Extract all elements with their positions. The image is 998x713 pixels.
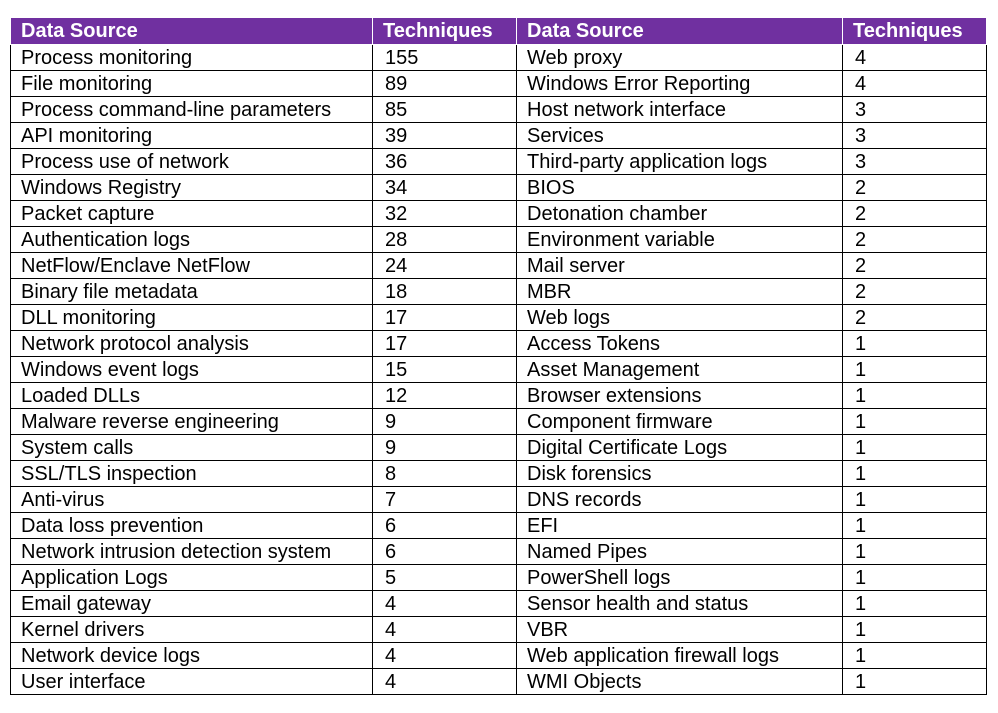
- data-source-cell: Anti-virus: [11, 487, 373, 513]
- table-row: [11, 45, 987, 71]
- table-row: [11, 357, 987, 383]
- techniques-count-cell: 1: [843, 617, 987, 643]
- techniques-count-cell: 85: [373, 97, 517, 123]
- table-row: [11, 539, 987, 565]
- data-source-cell: WMI Objects: [517, 669, 843, 695]
- table-row: [11, 201, 987, 227]
- table-row: [11, 435, 987, 461]
- data-source-cell: Access Tokens: [517, 331, 843, 357]
- header-techniques-left: Techniques: [373, 18, 517, 45]
- techniques-count-cell: 36: [373, 149, 517, 175]
- data-source-cell: Disk forensics: [517, 461, 843, 487]
- data-source-cell: Binary file metadata: [11, 279, 373, 305]
- table-row: [11, 305, 987, 331]
- techniques-count-cell: 2: [843, 227, 987, 253]
- techniques-count-cell: 6: [373, 539, 517, 565]
- table-header-row: [11, 18, 987, 45]
- data-source-cell: NetFlow/Enclave NetFlow: [11, 253, 373, 279]
- data-source-cell: Email gateway: [11, 591, 373, 617]
- techniques-count-cell: 4: [373, 617, 517, 643]
- techniques-count-cell: 17: [373, 305, 517, 331]
- table-row: [11, 331, 987, 357]
- techniques-count-cell: 32: [373, 201, 517, 227]
- techniques-count-cell: 12: [373, 383, 517, 409]
- techniques-count-cell: 2: [843, 253, 987, 279]
- techniques-count-cell: 1: [843, 383, 987, 409]
- data-source-cell: SSL/TLS inspection: [11, 461, 373, 487]
- table-row: [11, 565, 987, 591]
- techniques-count-cell: 4: [373, 669, 517, 695]
- table-row: [11, 513, 987, 539]
- techniques-count-cell: 3: [843, 123, 987, 149]
- data-source-cell: Web application firewall logs: [517, 643, 843, 669]
- data-source-cell: MBR: [517, 279, 843, 305]
- data-source-cell: Component firmware: [517, 409, 843, 435]
- data-source-cell: Packet capture: [11, 201, 373, 227]
- techniques-count-cell: 1: [843, 643, 987, 669]
- techniques-count-cell: 4: [843, 45, 987, 71]
- techniques-count-cell: 1: [843, 435, 987, 461]
- techniques-count-cell: 2: [843, 305, 987, 331]
- table-row: [11, 643, 987, 669]
- techniques-count-cell: 4: [373, 591, 517, 617]
- techniques-count-cell: 1: [843, 331, 987, 357]
- table-row: [11, 383, 987, 409]
- table-row: [11, 461, 987, 487]
- techniques-count-cell: 1: [843, 565, 987, 591]
- data-source-cell: Process monitoring: [11, 45, 373, 71]
- techniques-count-cell: 155: [373, 45, 517, 71]
- data-source-cell: Loaded DLLs: [11, 383, 373, 409]
- data-source-cell: Named Pipes: [517, 539, 843, 565]
- table-row: [11, 487, 987, 513]
- data-source-cell: Asset Management: [517, 357, 843, 383]
- data-source-cell: Environment variable: [517, 227, 843, 253]
- table-row: [11, 669, 987, 695]
- table-row: [11, 617, 987, 643]
- techniques-count-cell: 1: [843, 487, 987, 513]
- data-source-cell: User interface: [11, 669, 373, 695]
- data-source-cell: VBR: [517, 617, 843, 643]
- data-source-cell: Third-party application logs: [517, 149, 843, 175]
- data-source-cell: Mail server: [517, 253, 843, 279]
- techniques-count-cell: 1: [843, 539, 987, 565]
- techniques-count-cell: 1: [843, 409, 987, 435]
- table-row: [11, 97, 987, 123]
- data-source-cell: Network protocol analysis: [11, 331, 373, 357]
- data-source-cell: Sensor health and status: [517, 591, 843, 617]
- techniques-count-cell: 1: [843, 591, 987, 617]
- table-row: [11, 279, 987, 305]
- data-source-cell: Network device logs: [11, 643, 373, 669]
- techniques-count-cell: 4: [843, 71, 987, 97]
- techniques-count-cell: 24: [373, 253, 517, 279]
- data-source-cell: Browser extensions: [517, 383, 843, 409]
- techniques-count-cell: 28: [373, 227, 517, 253]
- techniques-count-cell: 89: [373, 71, 517, 97]
- techniques-count-cell: 2: [843, 279, 987, 305]
- header-techniques-right: Techniques: [843, 18, 987, 45]
- data-source-cell: BIOS: [517, 175, 843, 201]
- data-sources-table: [10, 17, 987, 695]
- techniques-count-cell: 7: [373, 487, 517, 513]
- data-source-cell: EFI: [517, 513, 843, 539]
- techniques-count-cell: 17: [373, 331, 517, 357]
- techniques-count-cell: 3: [843, 149, 987, 175]
- data-source-cell: Windows event logs: [11, 357, 373, 383]
- header-data-source-right: Data Source: [517, 18, 843, 45]
- table-body: [11, 45, 987, 695]
- techniques-count-cell: 15: [373, 357, 517, 383]
- table-row: [11, 253, 987, 279]
- table-row: [11, 71, 987, 97]
- data-source-cell: Authentication logs: [11, 227, 373, 253]
- data-source-cell: Network intrusion detection system: [11, 539, 373, 565]
- data-source-cell: System calls: [11, 435, 373, 461]
- data-source-cell: API monitoring: [11, 123, 373, 149]
- techniques-count-cell: 1: [843, 461, 987, 487]
- techniques-count-cell: 9: [373, 435, 517, 461]
- table-row: [11, 149, 987, 175]
- data-source-cell: PowerShell logs: [517, 565, 843, 591]
- header-data-source-left: Data Source: [11, 18, 373, 45]
- data-source-cell: Digital Certificate Logs: [517, 435, 843, 461]
- table-row: [11, 227, 987, 253]
- techniques-count-cell: 1: [843, 669, 987, 695]
- techniques-count-cell: 18: [373, 279, 517, 305]
- data-source-cell: Process use of network: [11, 149, 373, 175]
- data-source-cell: Web logs: [517, 305, 843, 331]
- data-source-cell: Windows Error Reporting: [517, 71, 843, 97]
- data-source-cell: Windows Registry: [11, 175, 373, 201]
- techniques-count-cell: 39: [373, 123, 517, 149]
- data-source-cell: Services: [517, 123, 843, 149]
- techniques-count-cell: 34: [373, 175, 517, 201]
- data-source-cell: Malware reverse engineering: [11, 409, 373, 435]
- techniques-count-cell: 2: [843, 201, 987, 227]
- techniques-count-cell: 5: [373, 565, 517, 591]
- data-source-cell: Host network interface: [517, 97, 843, 123]
- data-source-cell: DNS records: [517, 487, 843, 513]
- table-row: [11, 591, 987, 617]
- techniques-count-cell: 2: [843, 175, 987, 201]
- data-source-cell: Web proxy: [517, 45, 843, 71]
- table-row: [11, 123, 987, 149]
- table-row: [11, 409, 987, 435]
- techniques-count-cell: 8: [373, 461, 517, 487]
- data-source-cell: File monitoring: [11, 71, 373, 97]
- techniques-count-cell: 1: [843, 513, 987, 539]
- data-source-cell: DLL monitoring: [11, 305, 373, 331]
- techniques-count-cell: 3: [843, 97, 987, 123]
- techniques-count-cell: 1: [843, 357, 987, 383]
- data-source-cell: Application Logs: [11, 565, 373, 591]
- techniques-count-cell: 4: [373, 643, 517, 669]
- table-row: [11, 175, 987, 201]
- data-source-cell: Detonation chamber: [517, 201, 843, 227]
- techniques-count-cell: 6: [373, 513, 517, 539]
- techniques-count-cell: 9: [373, 409, 517, 435]
- data-source-cell: Process command-line parameters: [11, 97, 373, 123]
- data-source-cell: Data loss prevention: [11, 513, 373, 539]
- data-source-cell: Kernel drivers: [11, 617, 373, 643]
